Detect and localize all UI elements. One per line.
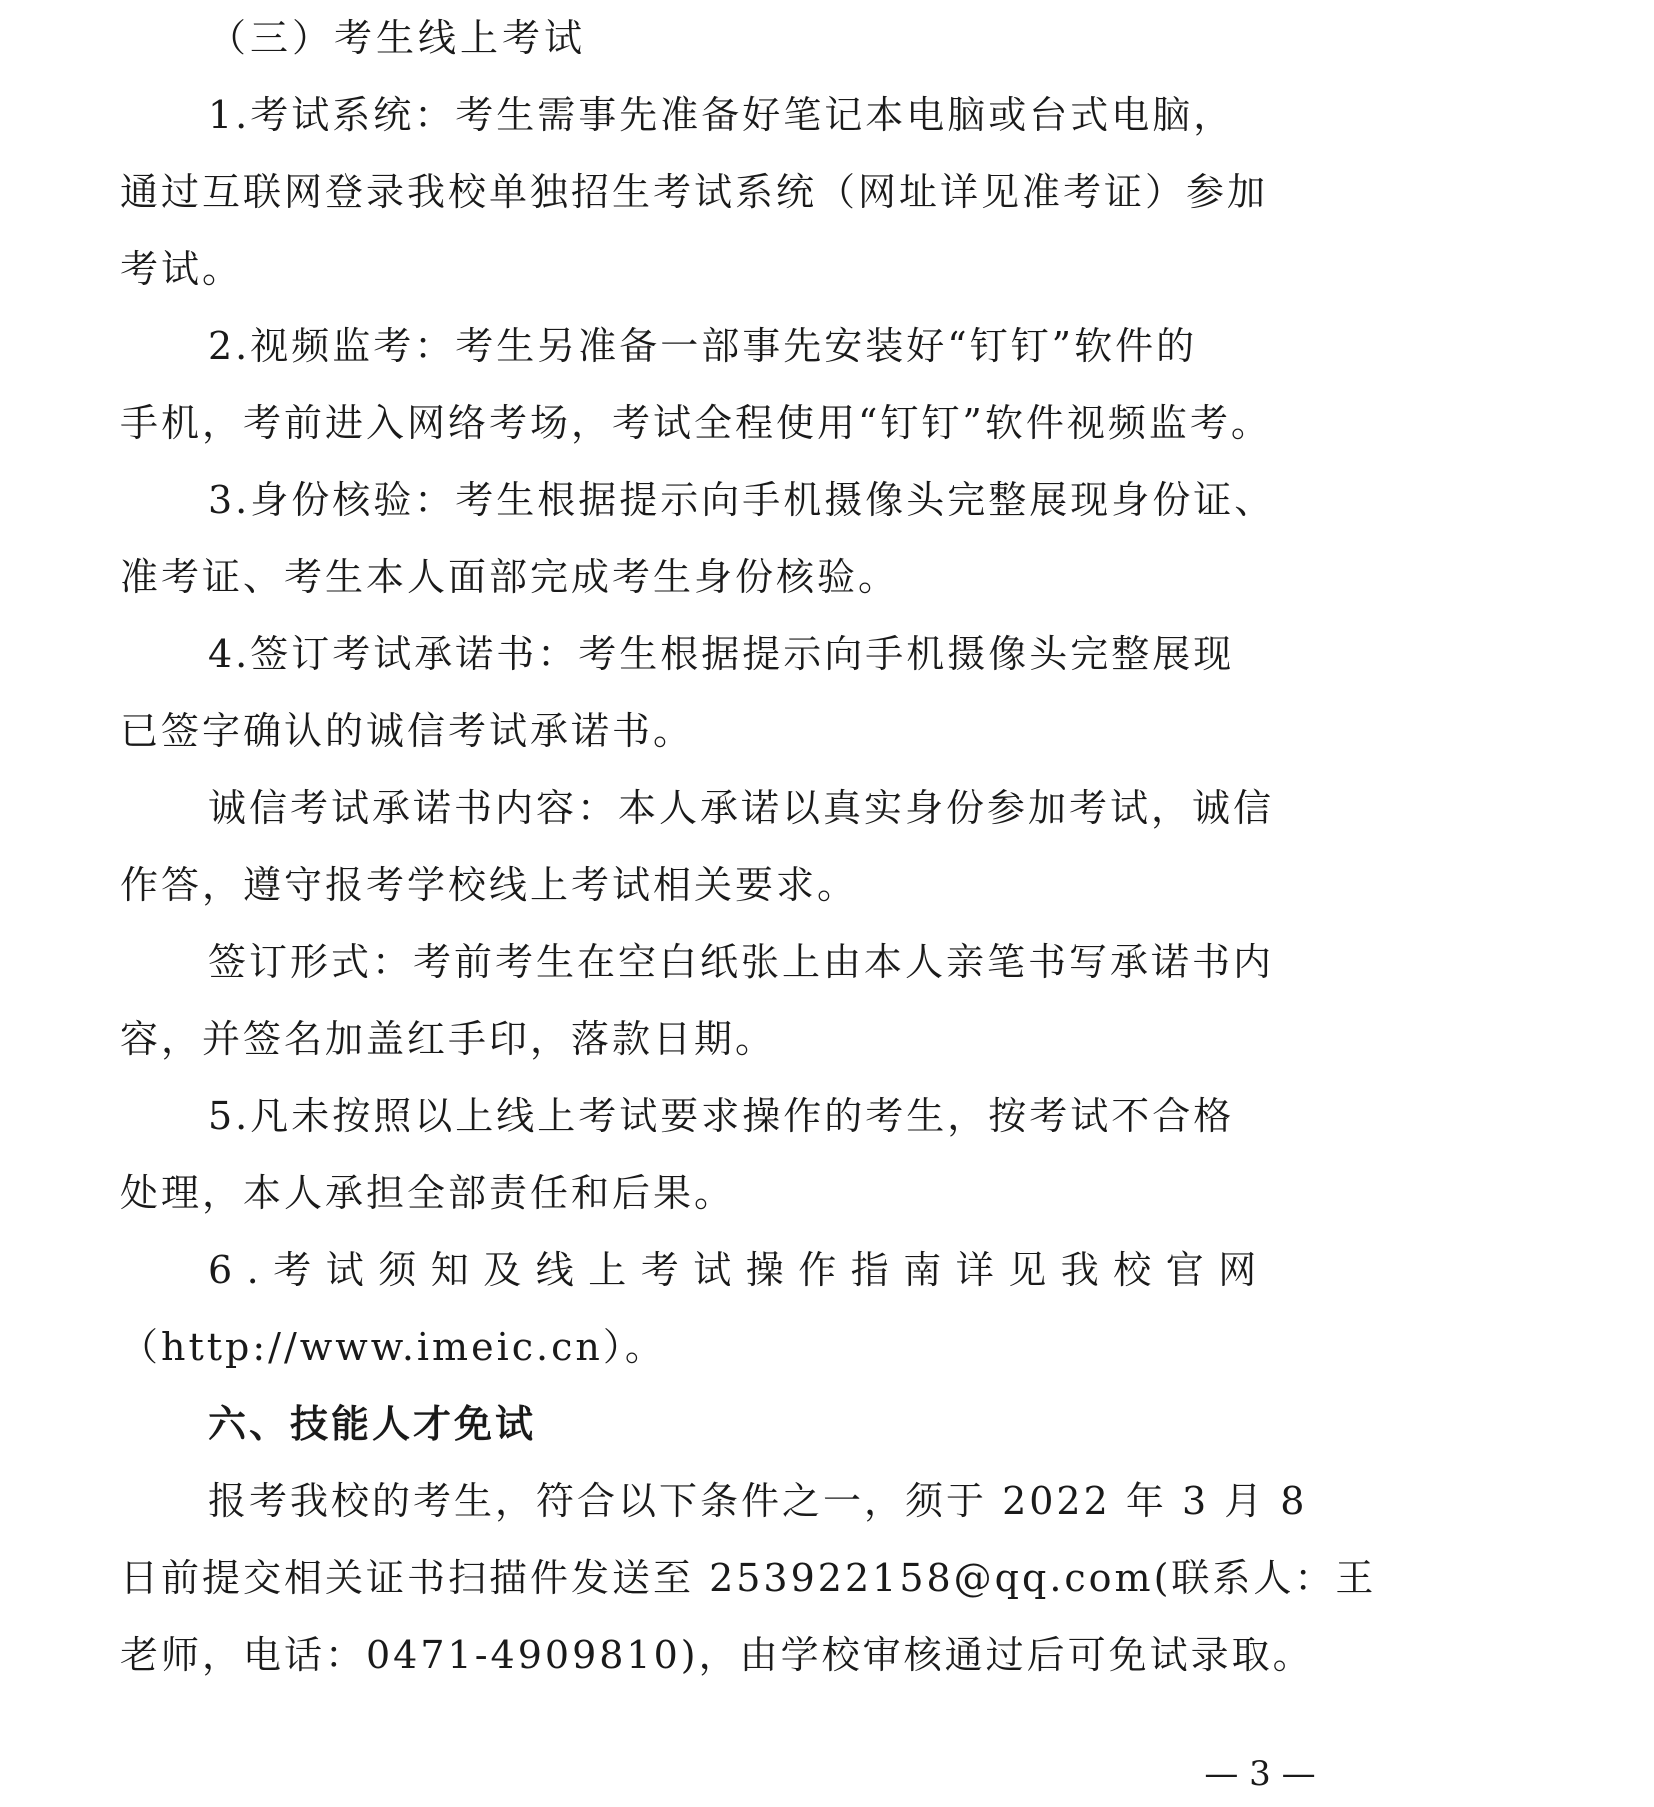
pledge-content-line1: 诚信考试承诺书内容：本人承诺以真实身份参加考试，诚信 [208, 786, 1275, 830]
section6-line2: 日前提交相关证书扫描件发送至 253922158@qq.com(联系人：王 [120, 1556, 1377, 1600]
item2-line2: 手机，考前进入网络考场，考试全程使用“钉钉”软件视频监考。 [120, 401, 1272, 445]
section-heading: （三）考生线上考试 [208, 16, 587, 60]
item6-line2: （http://www.imeic.cn）。 [120, 1325, 666, 1369]
item1-line3: 考试。 [120, 247, 244, 291]
item1-line1: 1.考试系统：考生需事先准备好笔记本电脑或台式电脑， [208, 93, 1235, 137]
item3-line2: 准考证、考生本人面部完成考生身份核验。 [120, 555, 900, 599]
signing-form-line1: 签订形式：考前考生在空白纸张上由本人亲笔书写承诺书内 [208, 940, 1275, 984]
section6-line3: 老师，电话：0471-4909810)，由学校审核通过后可免试录取。 [120, 1633, 1314, 1677]
signing-form-line2: 容，并签名加盖红手印，落款日期。 [120, 1017, 777, 1061]
item4-line2: 已签字确认的诚信考试承诺书。 [120, 709, 695, 753]
item5-line2: 处理，本人承担全部责任和后果。 [120, 1171, 736, 1215]
page-number: — 3 — [1204, 1754, 1316, 1794]
item1-line2: 通过互联网登录我校单独招生考试系统（网址详见准考证）参加 [120, 170, 1269, 214]
section6-line1: 报考我校的考生，符合以下条件之一，须于 2022 年 3 月 8 [208, 1479, 1308, 1523]
item2-line1: 2.视频监考：考生另准备一部事先安装好“钉钉”软件的 [208, 324, 1198, 368]
item4-line1: 4.签订考试承诺书：考生根据提示向手机摄像头完整展现 [208, 632, 1235, 676]
page-content [120, 0, 1377, 1694]
item5-line1: 5.凡未按照以上线上考试要求操作的考生，按考试不合格 [208, 1094, 1235, 1138]
pledge-content-line2: 作答，遵守报考学校线上考试相关要求。 [120, 863, 859, 907]
section6-heading: 六、技能人才免试 [208, 1402, 537, 1446]
item6-line1: 6.考试须知及线上考试操作指南详见我校官网 [208, 1248, 1271, 1292]
item3-line1: 3.身份核验：考生根据提示向手机摄像头完整展现身份证、 [208, 478, 1276, 522]
